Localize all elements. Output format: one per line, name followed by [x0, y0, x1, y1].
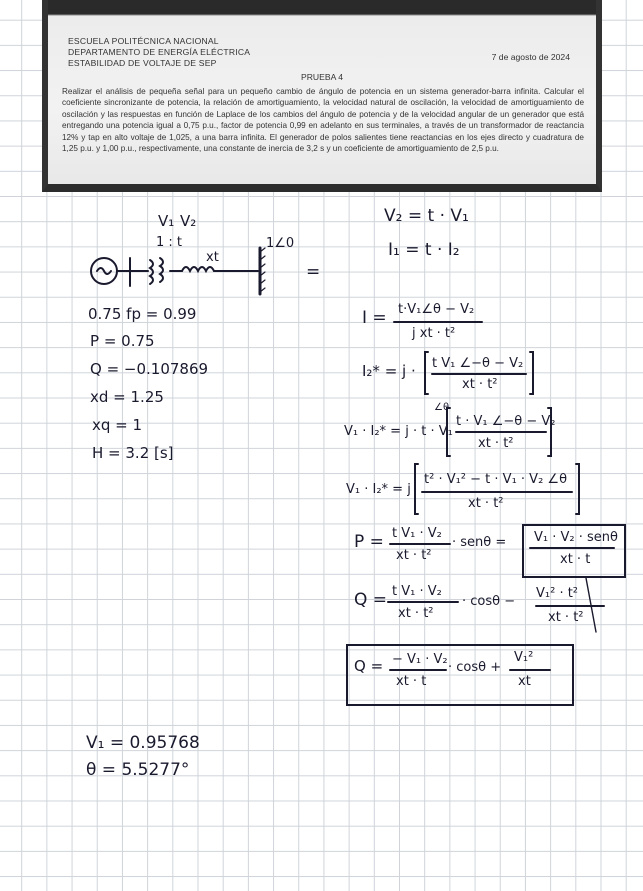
problem-statement: Realizar el análisis de pequeña señal para un pequeño cambio de ángulo de potencia en un sistema generador-barra infinita. Calcular el coeficiente sincronizante de potencia, la relación de amortiguamiento, la velocidad natural de oscilación, la velocidad de amortiguamiento de oscilación y las respuestas en función de Laplace de los cambios del ángulo de potencia y de la velocidad angular de un generador que está entregando una potencia igual a 0,75 p.u., factor de potencia 0,99 en adelanto en sus terminales, a través de un transformador de reactancia 12% y tap en alto voltaje de 1,025, a una barra infinita. El generador de polos salientes tiene reactancias en los ejes directo y cuadratura de 1,25 p.u. y 1,00 p.u., respectivamente, una constante de inercia de 3,2 s y un coeficiente de amortiguamiento de 2,5 p.u. — [62, 87, 584, 154]
eq-vistar2-num: t² · V₁² − t · V₁ · V₂ ∠θ — [424, 472, 568, 487]
eq-q-den2: xt · t² — [548, 610, 584, 625]
eq-i-num: t·V₁∠θ − V₂ — [398, 302, 475, 317]
v1-label: V₁ — [158, 212, 175, 230]
eq-qf-den2: xt — [518, 674, 531, 689]
eq-istar-lhs: I₂* = j · — [362, 362, 416, 380]
transformer-secondary — [160, 258, 163, 282]
eq-v2: V₂ = t · V₁ — [384, 206, 469, 226]
eq-vistar-sup: ∠θ — [434, 402, 450, 413]
given-q: Q = −0.107869 — [90, 360, 209, 378]
eq-q-mid: · cosθ − — [462, 594, 516, 609]
given-xq: xq = 1 — [92, 416, 143, 434]
eq-qf-lhs: Q = — [354, 657, 384, 675]
eq-p-box-den: xt · t — [560, 552, 591, 567]
eq-qf-mid: · cosθ + — [448, 660, 502, 675]
equals-sign: = — [306, 262, 321, 282]
eq-vistar-den: xt · t² — [478, 436, 514, 451]
eq-p-box-num: V₁ · V₂ · senθ — [534, 530, 618, 545]
eq-istar-den: xt · t² — [462, 377, 498, 392]
eq-qf-num2: V₁² — [514, 650, 534, 665]
boxed-q-result — [346, 644, 574, 706]
given-power-factor: 0.75 fp = 0.99 — [88, 305, 197, 323]
eq-i-lhs: I = — [362, 308, 387, 328]
generator-wave — [97, 268, 111, 274]
given-p: P = 0.75 — [90, 332, 155, 350]
v2-label: V₂ — [180, 212, 197, 230]
eq-istar-num: t V₁ ∠−θ − V₂ — [432, 356, 524, 371]
eq-q-den: xt · t² — [398, 606, 434, 621]
eq-q-num2: V₁² · t² — [536, 586, 579, 601]
given-h: H = 3.2 [s] — [92, 444, 174, 462]
eq-vistar2-den: xt · t² — [468, 496, 504, 511]
transformer-primary — [150, 260, 153, 284]
header-line-2: DEPARTAMENTO DE ENERGÍA ELÉCTRICA — [68, 47, 251, 57]
eq-p-mid: · senθ = — [452, 535, 507, 550]
eq-p-num: t V₁ · V₂ — [392, 526, 442, 541]
given-xd: xd = 1.25 — [90, 388, 164, 406]
eq-vistar2-lhs: V₁ · I₂* = j — [346, 482, 411, 497]
test-title: PRUEBA 4 — [300, 72, 344, 82]
eq-qf-num: − V₁ · V₂ — [392, 652, 448, 667]
eq-p-den: xt · t² — [396, 548, 432, 563]
result-theta: θ = 5.5277° — [86, 760, 190, 780]
eq-p-lhs: P = — [354, 532, 384, 552]
result-v1: V₁ = 0.95768 — [86, 733, 200, 753]
eq-i1: I₁ = t · I₂ — [388, 240, 460, 260]
eq-qf-den: xt · t — [396, 674, 427, 689]
ratio-label: 1 : t — [156, 235, 183, 250]
header-line-1: ESCUELA POLITÉCNICA NACIONAL — [68, 36, 219, 46]
exam-date: 7 de agosto de 2024 — [491, 52, 570, 62]
eq-q-lhs: Q = — [354, 590, 388, 610]
eq-q-num: t V₁ · V₂ — [392, 584, 442, 599]
eq-vistar-lhs: V₁ · I₂* = j · t · V₁ — [344, 424, 453, 439]
reactance-symbol — [182, 267, 214, 271]
header-line-3: ESTABILIDAD DE VOLTAJE DE SEP — [68, 58, 217, 68]
xt-label: xt — [206, 250, 219, 265]
eq-vistar-num: t · V₁ ∠−θ − V₂ — [456, 414, 556, 429]
bus-label: 1∠0 — [266, 236, 295, 251]
eq-i-den: j xt · t² — [412, 326, 456, 341]
